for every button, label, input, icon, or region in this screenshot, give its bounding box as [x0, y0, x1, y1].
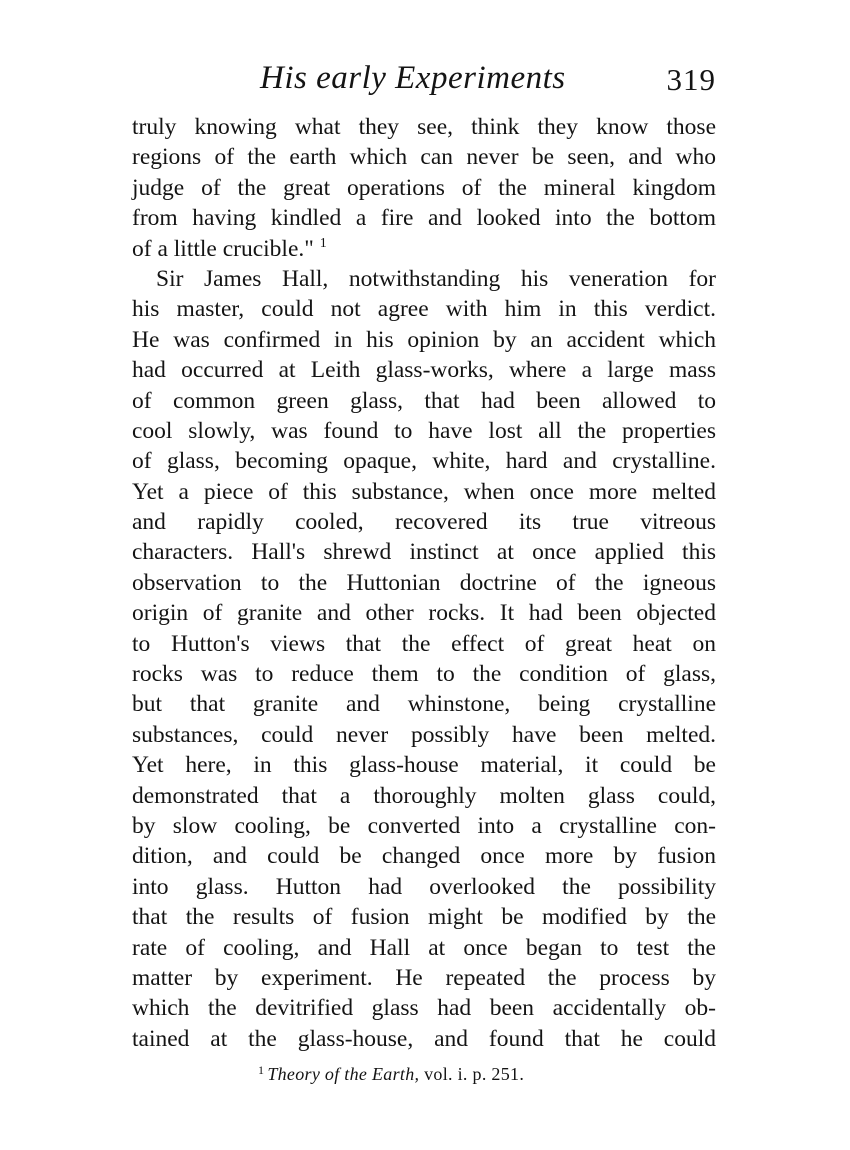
footnote	[258, 1062, 524, 1086]
text-line: of glass, becoming opaque, white, hard and crystalline.	[132, 448, 716, 475]
text-line: cool slowly, was found to have lost all the properties	[132, 417, 716, 444]
text-line: He was confirmed in his opinion by an accident which	[132, 326, 716, 353]
text-line: Yet a piece of this substance, when once more melted	[132, 478, 716, 505]
text-line: had occurred at Leith glass-works, where a large mass	[132, 357, 716, 384]
text-line: that the results of fusion might be modified by the	[132, 904, 716, 931]
text-line: but that granite and whinstone, being crystalline	[132, 691, 716, 718]
body-text	[132, 112, 716, 1054]
footnote-marker: 1	[258, 1063, 265, 1077]
text-line: his master, could not agree with him in this verdict.	[132, 296, 716, 323]
text-line: from having kindled a fire and looked into the bottom	[132, 205, 716, 232]
text-line: tained at the glass-house, and found that he could	[132, 1025, 716, 1052]
text-line: of common green glass, that had been allowed to	[132, 387, 716, 414]
text-line: matter by experiment. He repeated the process by	[132, 964, 716, 991]
text-line-last	[132, 234, 716, 264]
paragraph-2	[132, 264, 716, 1054]
page-number: 319	[666, 62, 716, 97]
text-line: by slow cooling, be converted into a crystalline con-	[132, 812, 716, 839]
text-line: and rapidly cooled, recovered its true vitreous	[132, 509, 716, 536]
footnote-title: Theory of the Earth,	[267, 1064, 420, 1084]
text-line: rate of cooling, and Hall at once began to test the	[132, 934, 716, 961]
text-line-content: of a little crucible."	[132, 235, 314, 262]
text-line: origin of granite and other rocks. It had been objected	[132, 600, 716, 627]
text-line: demonstrated that a thoroughly molten glass could,	[132, 782, 716, 809]
paragraph-1	[132, 112, 716, 264]
text-line: truly knowing what they see, think they know those	[132, 114, 716, 140]
footnote-reference-text: vol. i. p. 251.	[424, 1064, 525, 1084]
text-line: judge of the great operations of the mineral kingdom	[132, 174, 716, 201]
running-title: His early Experiments	[260, 60, 566, 96]
text-line: dition, and could be changed once more by fusion	[132, 843, 716, 870]
text-line: observation to the Huttonian doctrine of the igneous	[132, 569, 716, 596]
text-line: into glass. Hutton had overlooked the possibility	[132, 873, 716, 900]
text-line: Sir James Hall, notwithstanding his veneration for	[156, 265, 716, 292]
text-line: characters. Hall's shrewd instinct at once applied this	[132, 539, 716, 566]
text-line: Yet here, in this glass-house material, it could be	[132, 752, 716, 779]
text-line: regions of the earth which can never be seen, and who	[132, 144, 716, 171]
text-line: to Hutton's views that the effect of great heat on	[132, 630, 716, 657]
text-line: rocks was to reduce them to the condition of glass,	[132, 661, 716, 688]
footnote-reference: 1	[319, 235, 327, 251]
running-head	[132, 56, 716, 100]
text-line: substances, could never possibly have been melted.	[132, 721, 716, 748]
text-line: which the devitrified glass had been accidentally ob-	[132, 995, 716, 1022]
